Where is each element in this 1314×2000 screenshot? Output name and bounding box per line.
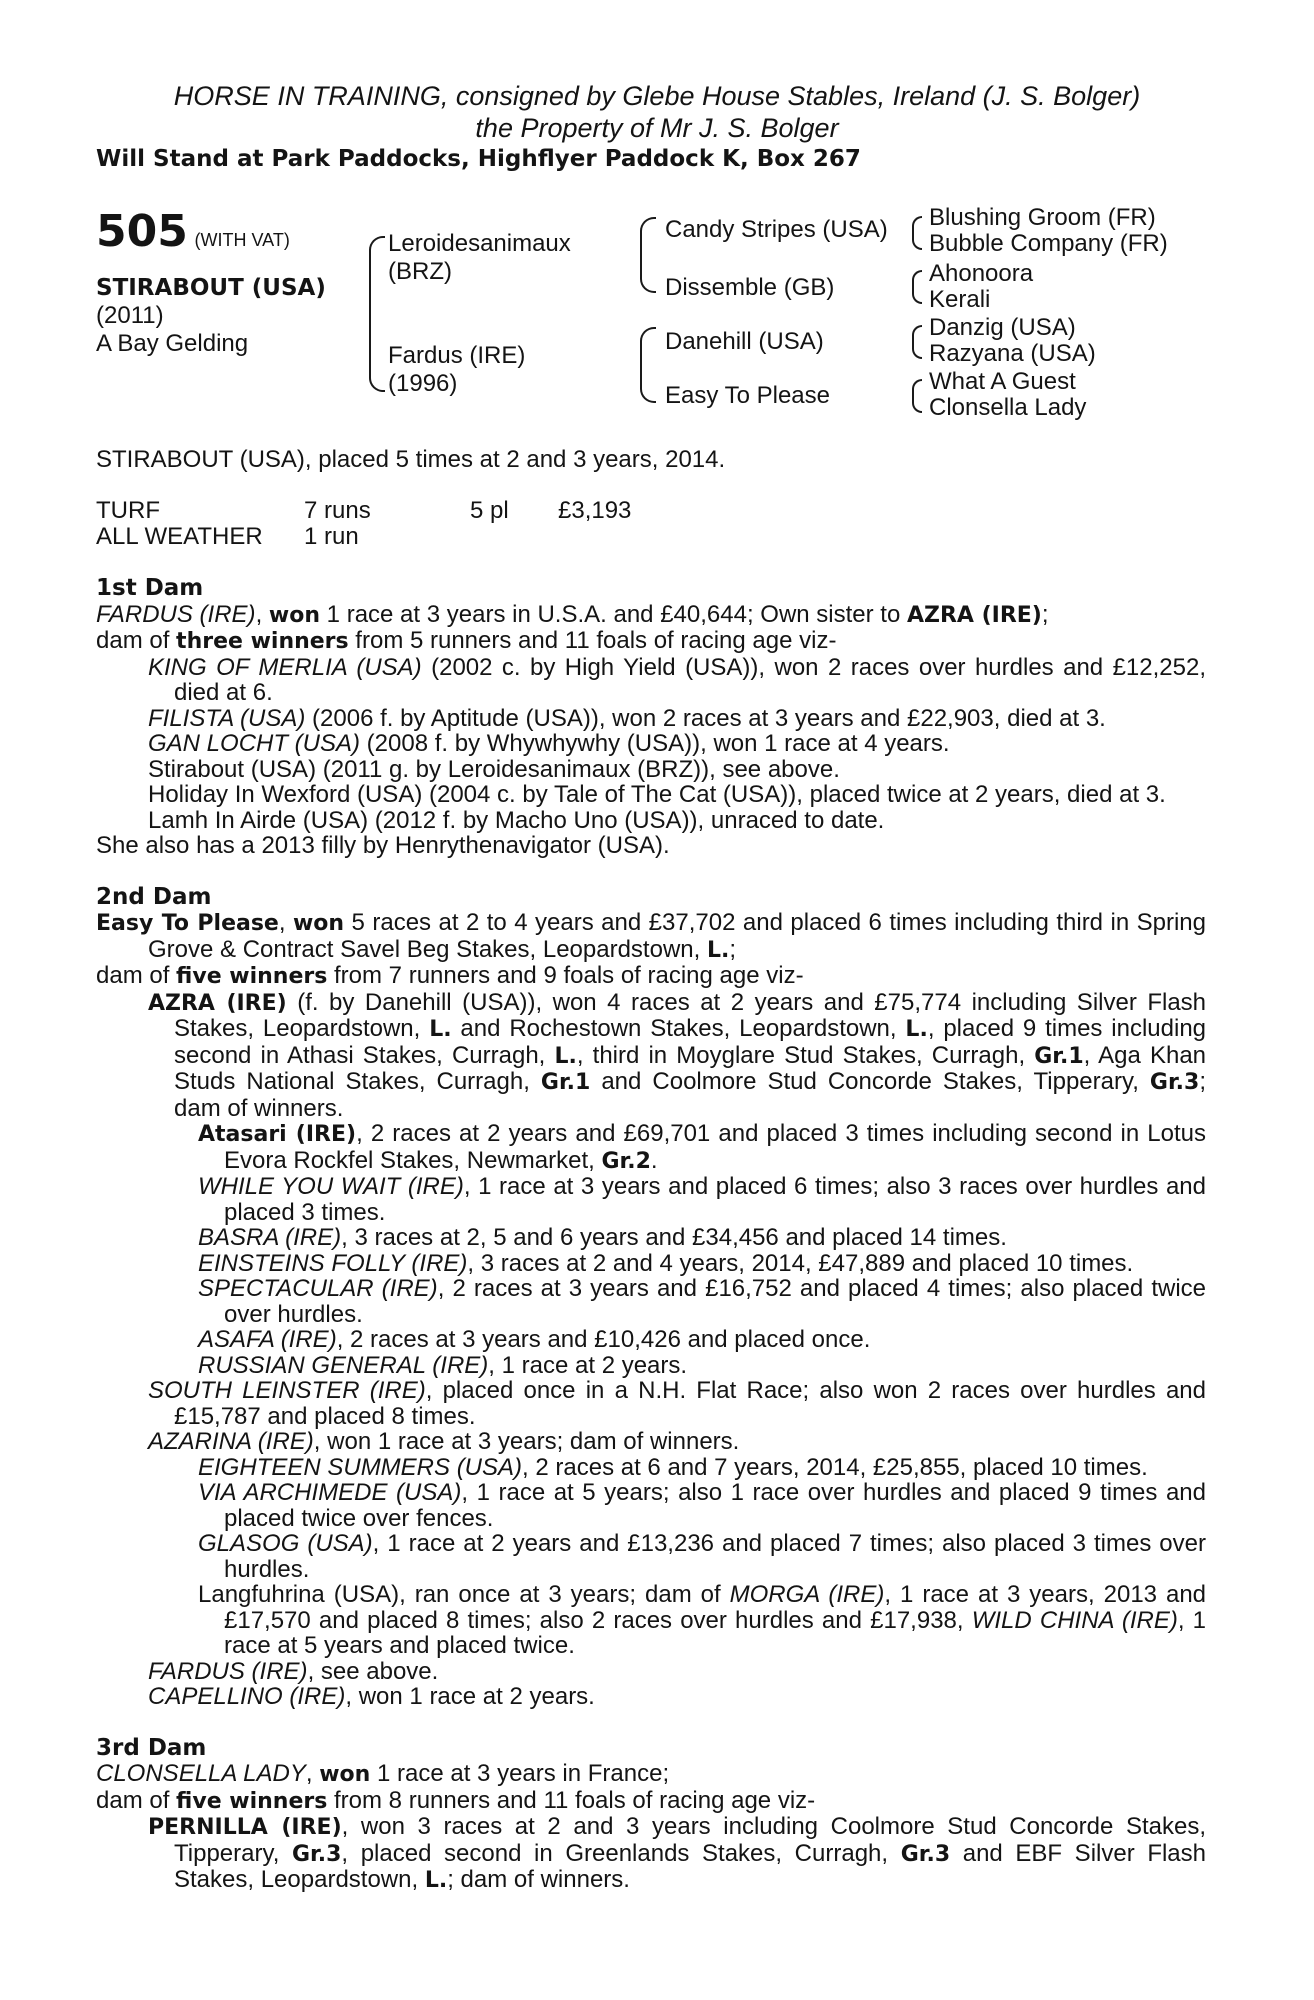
produce-name: FILISTA (USA) bbox=[148, 704, 306, 732]
pedigree-gen3-8: Clonsella Lady bbox=[929, 394, 1087, 421]
text-run: , bbox=[305, 1760, 320, 1787]
group-label: Gr.3 bbox=[1149, 1070, 1200, 1095]
winners-count: five winners bbox=[176, 964, 328, 989]
spacer bbox=[96, 1710, 1206, 1736]
produce-name: EINSTEINS FOLLY (IRE) bbox=[198, 1249, 468, 1277]
stats-aw-label: ALL WEATHER bbox=[96, 523, 263, 550]
group-label: Gr.1 bbox=[540, 1070, 591, 1095]
produce-name: VIA ARCHIMEDE (USA) bbox=[198, 1479, 462, 1506]
produce-text: , 2 races at 3 years and £16,752 and placed 4 times; also placed twice over hurdles. bbox=[224, 1275, 1207, 1328]
text-run: 5 races at 2 to 4 years and £37,702 and placed 6 times including third in Spring Grove & Contract Savel Beg Stakes, Leopardstown, bbox=[148, 909, 1206, 963]
text-run: ; bbox=[1041, 600, 1049, 628]
produce-entry-azra bbox=[96, 990, 1206, 1122]
first-dam-heading: 1st Dam bbox=[96, 575, 204, 601]
produce-entry bbox=[96, 757, 1206, 783]
second-dam-name: Easy To Please bbox=[96, 911, 279, 936]
stats-turf-runs: 7 runs bbox=[304, 497, 371, 524]
produce-entry bbox=[96, 731, 1206, 757]
produce-name: WHILE YOU WAIT (IRE) bbox=[198, 1173, 464, 1200]
stats-turf-placed: 5 pl bbox=[470, 497, 509, 524]
stats-aw-runs: 1 run bbox=[304, 523, 359, 550]
horse-name: STIRABOUT (USA) bbox=[96, 275, 326, 301]
pedigree-dam-year: (1996) bbox=[388, 370, 458, 397]
produce-text: (2008 f. by Whywhywhy (USA)), won 1 race at 4 years. bbox=[360, 730, 950, 757]
second-dam-summary bbox=[96, 910, 1206, 963]
stats-turf-money: £3,193 bbox=[558, 497, 632, 524]
won-label: won bbox=[319, 1762, 371, 1787]
produce-name: SOUTH LEINSTER (IRE) bbox=[148, 1377, 426, 1404]
produce-entry-atasari bbox=[96, 1121, 1206, 1174]
text-run: dam of bbox=[96, 962, 177, 989]
pedigree-gen3-7: What A Guest bbox=[929, 368, 1076, 395]
text-run: and EBF Silver Flash Stakes, Leopardstown, bbox=[174, 1839, 1207, 1893]
produce-entry bbox=[96, 1225, 1206, 1251]
text-run: ; dam of winners. bbox=[174, 1068, 1206, 1122]
horse-year: (2011) bbox=[96, 302, 164, 329]
text-run: 1 race at 3 years in France; bbox=[370, 1760, 670, 1787]
produce-entry-azarina bbox=[96, 1429, 1206, 1455]
first-dam-produce-intro bbox=[96, 628, 1206, 655]
group-label: Gr.1 bbox=[1034, 1043, 1084, 1069]
pedigree-gen3-5: Danzig (USA) bbox=[929, 314, 1076, 341]
produce-name: SPECTACULAR (IRE) bbox=[198, 1275, 438, 1302]
produce-text: , won 1 race at 3 years; dam of winners. bbox=[313, 1428, 740, 1455]
produce-entry-capellino bbox=[96, 1684, 1206, 1710]
text-run: , Aga Khan Studs National Stakes, Curragh, bbox=[174, 1041, 1207, 1095]
produce-text: (2002 c. by High Yield (USA)), won 2 races over hurdles and £12,252, died at 6. bbox=[174, 653, 1207, 706]
produce-text: , 1 race at 3 years and placed 6 times; also 3 races over hurdles and placed 3 times. bbox=[224, 1173, 1206, 1226]
produce-entry bbox=[96, 1327, 1206, 1353]
produce-name: EIGHTEEN SUMMERS (USA) bbox=[198, 1453, 523, 1481]
produce-text: , 2 races at 3 years and £10,426 and placed once. bbox=[336, 1326, 871, 1353]
third-dam-heading: 3rd Dam bbox=[96, 1734, 207, 1761]
text-run: dam of bbox=[96, 627, 177, 654]
pedigree-gen2-2: Dissemble (GB) bbox=[665, 274, 835, 301]
produce-entry bbox=[96, 655, 1206, 706]
pedigree-gen3-1: Blushing Groom (FR) bbox=[929, 204, 1156, 231]
group-label: Gr.2 bbox=[601, 1148, 651, 1174]
produce-entry bbox=[96, 1480, 1206, 1531]
pedigree-brace-g3-1 bbox=[912, 216, 922, 250]
text-run: . bbox=[650, 1146, 658, 1174]
race-summary: STIRABOUT (USA), placed 5 times at 2 and 3 years, 2014. bbox=[96, 446, 726, 473]
text-run: , placed 9 times including second in Athasi Stakes, Curragh, bbox=[174, 1015, 1207, 1069]
text-run: (f. by Danehill (USA)), won 4 races at 2 years and £75,774 including Silver Flash Stakes, Leopardstown, bbox=[174, 988, 1207, 1042]
produce-name: Atasari (IRE) bbox=[198, 1122, 357, 1147]
pedigree-sire-country: (BRZ) bbox=[388, 258, 452, 285]
pedigree-gen3-3: Ahonoora bbox=[929, 260, 1034, 287]
produce-entry bbox=[96, 1276, 1206, 1327]
pedigree-brace-dam bbox=[640, 327, 656, 403]
spacer bbox=[96, 859, 1206, 885]
group-label: Gr.3 bbox=[291, 1841, 342, 1867]
pedigree-brace-g3-4 bbox=[912, 379, 922, 413]
produce-entry bbox=[96, 1531, 1206, 1582]
vat-note: (WITH VAT) bbox=[194, 230, 290, 250]
produce-entry-fardus bbox=[96, 1659, 1206, 1685]
produce-name: FARDUS (IRE) bbox=[148, 1657, 308, 1685]
listed-label: L. bbox=[554, 1043, 577, 1069]
pedigree-gen2-4: Easy To Please bbox=[665, 382, 830, 409]
text-run: and Coolmore Stud Concorde Stakes, Tipperary, bbox=[590, 1068, 1150, 1095]
text-run: , third in Moyglare Stud Stakes, Curragh, bbox=[576, 1041, 1035, 1069]
produce-text: , 1 race at 2 years and £13,236 and placed 7 times; also placed 3 times over hurdles. bbox=[224, 1530, 1206, 1583]
text-run: from 5 runners and 11 foals of racing age viz- bbox=[348, 627, 837, 654]
listed-label: L. bbox=[706, 937, 730, 963]
pedigree-gen3-6: Razyana (USA) bbox=[929, 340, 1096, 367]
produce-name: AZRA (IRE) bbox=[148, 990, 287, 1016]
listed-label: L. bbox=[429, 1017, 452, 1042]
produce-name: RUSSIAN GENERAL (IRE) bbox=[198, 1351, 489, 1379]
produce-entry bbox=[96, 808, 1206, 834]
produce-text: , see above. bbox=[307, 1657, 439, 1685]
text-run: Langfuhrina (USA), ran once at 3 years; dam of bbox=[198, 1581, 730, 1608]
sister-name: AZRA (IRE) bbox=[906, 602, 1042, 628]
dam-sections bbox=[96, 576, 1206, 1894]
text-run: and Rochestown Stakes, Leopardstown, bbox=[451, 1015, 906, 1042]
text-run: from 7 runners and 9 foals of racing age viz- bbox=[327, 962, 804, 989]
pedigree-brace-main bbox=[369, 236, 385, 392]
produce-name: BASRA (IRE) bbox=[198, 1224, 342, 1251]
produce-name: PERNILLA (IRE) bbox=[148, 1815, 342, 1840]
produce-entry bbox=[96, 1251, 1206, 1277]
pedigree-gen2-1: Candy Stripes (USA) bbox=[665, 216, 888, 243]
produce-entry bbox=[96, 782, 1206, 808]
winners-count: three winners bbox=[176, 629, 349, 654]
pedigree-brace-sire bbox=[640, 217, 656, 293]
third-dam-produce-intro bbox=[96, 1788, 1206, 1815]
group-label: Gr.3 bbox=[900, 1841, 951, 1867]
produce-name: CAPELLINO (IRE) bbox=[148, 1683, 346, 1710]
winners-count: five winners bbox=[176, 1788, 328, 1814]
produce-entry-south-leinster bbox=[96, 1378, 1206, 1429]
lot-number-block bbox=[96, 208, 290, 256]
text-run: , won 3 races at 2 and 3 years including Coolmore Stud Concorde Stakes, Tipperary, bbox=[174, 1813, 1206, 1867]
produce-text: , 2 races at 6 and 7 years, 2014, £25,855, placed 10 times. bbox=[522, 1453, 1148, 1481]
consignor-line: HORSE IN TRAINING, consigned by Glebe House Stables, Ireland (J. S. Bolger) bbox=[173, 81, 1141, 111]
pedigree-brace-g3-2 bbox=[912, 270, 922, 304]
produce-entry bbox=[96, 706, 1206, 732]
produce-entry bbox=[96, 1455, 1206, 1481]
text-run: , bbox=[255, 600, 269, 628]
third-dam-name: CLONSELLA LADY bbox=[96, 1760, 306, 1787]
text-run: 1 race at 3 years in U.S.A. and £40,644; Own sister to bbox=[320, 600, 907, 628]
pedigree-dam: Fardus (IRE) bbox=[388, 342, 526, 369]
text-run: dam of bbox=[96, 1786, 177, 1814]
won-label: won bbox=[292, 911, 345, 936]
produce-name: KING OF MERLIA (USA) bbox=[148, 653, 422, 681]
produce-text: , 3 races at 2 and 4 years, 2014, £47,889 and placed 10 times. bbox=[467, 1249, 1134, 1277]
lot-number: 505 bbox=[96, 206, 188, 257]
produce-name: WILD CHINA (IRE) bbox=[971, 1606, 1178, 1634]
produce-name: AZARINA (IRE) bbox=[148, 1428, 314, 1455]
produce-text: Holiday In Wexford (USA) (2004 c. by Tale of The Cat (USA)), placed twice at 2 years, died at 3. bbox=[148, 781, 1166, 808]
pedigree-gen2-3: Danehill (USA) bbox=[665, 328, 824, 355]
stats-turf-label: TURF bbox=[96, 497, 160, 524]
produce-text: Lamh In Airde (USA) (2012 f. by Macho Uno (USA)), unraced to date. bbox=[148, 806, 885, 834]
second-dam-heading: 2nd Dam bbox=[96, 883, 212, 910]
produce-name: GLASOG (USA) bbox=[198, 1530, 373, 1557]
first-dam-summary bbox=[96, 602, 1206, 629]
pedigree-gen3-2: Bubble Company (FR) bbox=[929, 230, 1168, 257]
produce-text: Stirabout (USA) (2011 g. by Leroidesanimaux (BRZ)), see above. bbox=[148, 755, 840, 783]
produce-text: , 3 races at 2, 5 and 6 years and £34,456 and placed 14 times. bbox=[341, 1224, 1007, 1251]
produce-entry-langfuhrina bbox=[96, 1582, 1206, 1659]
produce-entry bbox=[96, 1174, 1206, 1225]
won-label: won bbox=[268, 602, 321, 628]
text-run: , bbox=[278, 909, 293, 936]
text-run: ; bbox=[729, 935, 737, 963]
second-dam-produce-intro bbox=[96, 963, 1206, 990]
text-run: ; dam of winners. bbox=[447, 1866, 630, 1893]
produce-text: , won 1 race at 2 years. bbox=[345, 1683, 595, 1710]
pedigree-brace-g3-3 bbox=[912, 325, 922, 359]
listed-label: L. bbox=[424, 1868, 448, 1893]
horse-description: A Bay Gelding bbox=[96, 330, 249, 357]
text-run: from 8 runners and 11 foals of racing age viz- bbox=[327, 1786, 816, 1814]
stand-location-line: Will Stand at Park Paddocks, Highflyer Paddock K, Box 267 bbox=[96, 146, 861, 172]
produce-name: GAN LOCHT (USA) bbox=[148, 730, 361, 757]
pedigree-sire: Leroidesanimaux bbox=[388, 230, 571, 257]
listed-label: L. bbox=[905, 1017, 928, 1042]
text-run: , 1 race at 3 years, 2013 and £17,570 and placed 8 times; also 2 races over hurdles and £17,938, bbox=[224, 1581, 1207, 1634]
produce-text: , 1 race at 5 years; also 1 race over hurdles and placed 9 times and placed twice over fences. bbox=[224, 1479, 1206, 1532]
produce-name: ASAFA (IRE) bbox=[198, 1326, 337, 1353]
text-run: , 2 races at 2 years and £69,701 and placed 3 times including second in Lotus Evora Rockfel Stakes, Newmarket, bbox=[224, 1120, 1206, 1174]
produce-entry-pernilla bbox=[96, 1814, 1206, 1894]
produce-entry bbox=[96, 1353, 1206, 1379]
produce-text: (2006 f. by Aptitude (USA)), won 2 races at 3 years and £22,903, died at 3. bbox=[305, 704, 1106, 732]
first-dam-footer: She also has a 2013 filly by Henrythenavigator (USA). bbox=[96, 832, 670, 859]
text-run: , placed second in Greenlands Stakes, Curragh, bbox=[341, 1839, 901, 1867]
text-run: , 1 race at 5 years and placed twice. bbox=[224, 1606, 1207, 1659]
first-dam-name: FARDUS (IRE) bbox=[96, 600, 256, 628]
third-dam-summary bbox=[96, 1761, 1206, 1788]
produce-name: MORGA (IRE) bbox=[729, 1581, 885, 1608]
property-line: the Property of Mr J. S. Bolger bbox=[475, 113, 839, 143]
produce-text: , 1 race at 2 years. bbox=[488, 1351, 688, 1379]
produce-text: , placed once in a N.H. Flat Race; also won 2 races over hurdles and £15,787 and placed 8 times. bbox=[174, 1377, 1206, 1430]
pedigree-gen3-4: Kerali bbox=[929, 286, 991, 313]
